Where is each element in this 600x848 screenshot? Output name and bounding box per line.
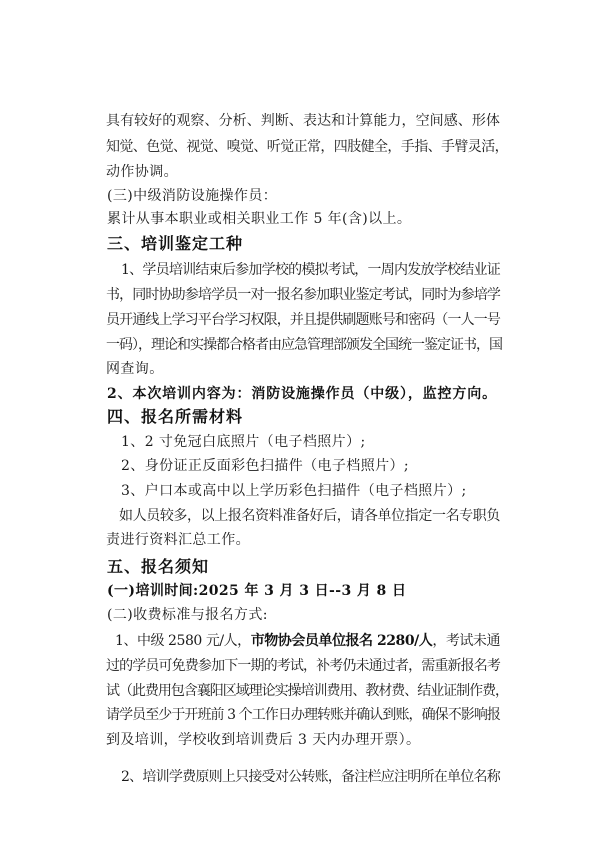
body-line: 一码），理论和实操都合格者由应急管理部颁发全国统一鉴定证书，国 — [106, 337, 502, 353]
list-item: 3、户口本或高中以上学历彩色扫描件（电子档照片）; — [121, 483, 467, 499]
section-heading: 五、报名须知 — [107, 557, 210, 576]
body-line: 书，同时协助参培学员一对一报名参加职业鉴定考试，同时为参培学 — [106, 287, 500, 303]
body-line: 到及培训，学校收到培训费后 3 天内办理开票）。 — [106, 732, 421, 748]
fee-line — [115, 631, 500, 651]
body-line: 如人员较多，以上报名资料准备好后，请各单位指定一名专职负 — [119, 508, 500, 524]
body-line: 2、培训学费原则上只接受对公转账，备注栏应注明所在单位名称 — [121, 769, 500, 785]
subsection-heading: (二)收费标准与报名方式: — [107, 607, 268, 623]
body-line: 试（此费用包含襄阳区域理论实操培训费用、教材费、结业证制作费， — [106, 683, 508, 699]
bold-body-line: 2、本次培训内容为：消防设施操作员（中级），监控方向。 — [107, 386, 497, 402]
section-heading: 四、报名所需材料 — [107, 407, 244, 426]
body-line: 1、学员培训结束后参加学校的模拟考试，一周内发放学校结业证 — [121, 262, 500, 278]
body-line: 网查询。 — [106, 361, 164, 377]
body-line: 责进行资料汇总工作。 — [106, 532, 250, 548]
body-line: 累计从事本职业或相关职业工作 5 年(含)以上。 — [107, 211, 412, 227]
list-item: 1、2 寸免冠白底照片（电子档照片）; — [121, 434, 366, 450]
training-time: (一)培训时间:2025 年 3 月 3 日--3 月 8 日 — [107, 583, 407, 599]
body-line: 员开通线上学习平台学习权限，并且提供刷题账号和密码（一人一号 — [106, 312, 500, 328]
fee-suffix: ，考试未通 — [432, 633, 501, 649]
body-line: 具有较好的观察、分析、判断、表达和计算能力，空间感、形体 — [106, 113, 500, 129]
body-line: 请学员至少于开班前 3 个工作日办理转账并确认到账，确保不影响报 — [106, 707, 500, 723]
section-heading: 三、培训鉴定工种 — [107, 234, 244, 253]
list-item: 2、身份证正反面彩色扫描件（电子档照片）; — [121, 458, 410, 474]
body-line: 知觉、色觉、视觉、嗅觉、听觉正常，四肢健全，手指、手臂灵活， — [106, 139, 508, 155]
subsection-heading: (三)中级消防设施操作员： — [107, 188, 278, 204]
member-price: 市物协会员单位报名 2280/人 — [250, 633, 433, 649]
body-line: 动作协调。 — [106, 164, 178, 180]
fee-prefix: 1、中级 2580 元/人， — [115, 633, 251, 649]
body-line: 过的学员可免费参加下一期的考试，补考仍未通过者，需重新报名考 — [106, 658, 500, 674]
